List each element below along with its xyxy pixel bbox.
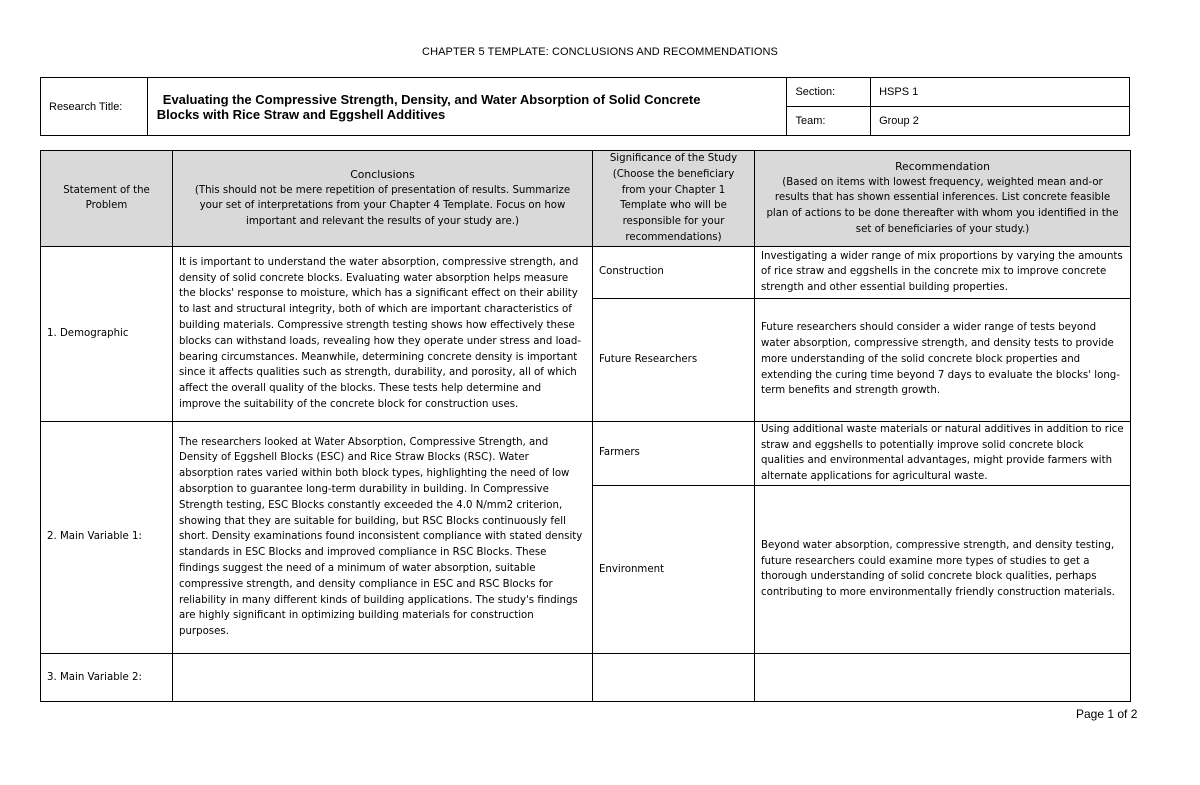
- page-number: Page 1 of 2: [1076, 707, 1138, 721]
- significance-cell: Construction: [593, 246, 755, 298]
- table-row: [41, 246, 1131, 298]
- significance-cell: Environment: [593, 485, 755, 653]
- research-title-label: Research Title:: [41, 78, 148, 136]
- table-row: [41, 653, 1131, 701]
- header-conclusions: [173, 151, 593, 247]
- research-title: [147, 78, 787, 136]
- header-conclusions-note: (This should not be mere repetition of presentation of results. Summarize your set of interpretations from your Chapter 4 Template. Focus on how important and relevant the results of your study are.): [194, 184, 571, 228]
- conclusion-cell: It is important to understand the water absorption, compressive strength, and density of solid concrete blocks. Evaluating water absorption helps measure the blocks' response to moisture, which has a significant effect on their ability to last and structural integrity, both of which are important characteristics of building materials. Compressive strength testing shows how effectively these blocks can withstand loads, revealing how they operate under stress and load-bearing circumstances. Meanwhile, determining concrete density is important since it affects qualities such as strength, durability, and porosity, all of which affect the overall quality of the blocks. These tests help determine and improve the suitability of the concrete block for construction uses.: [173, 246, 593, 421]
- conclusion-cell: The researchers looked at Water Absorption, Compressive Strength, and Density of Eggshell Blocks (ESC) and Rice Straw Blocks (RSC). Water absorption rates varied within both block types, highlighting the need of low absorption to guarantee long-term durability in building. In Compressive Strength testing, ESC Blocks constantly exceeded the 4.0 N/mm2 criterion, showing that they are suitable for building, but RSC Blocks continuously fell short. Density examinations found inconsistent compliance with stated density standards in ESC Blocks and improved compliance in RSC Blocks. These findings suggest the need of a minimum of water absorption, suitable compressive strength, and density compliance in ESC and RSC Blocks for reliability in many different kinds of building applications. The study's findings are highly significant in optimizing building materials for construction purposes.: [173, 421, 593, 653]
- recommendation-cell: Using additional waste materials or natural additives in addition to rice straw and eggshells to potentially improve solid concrete block qualities and environmental advantages, might provide farmers with alternate applications for agricultural waste.: [755, 421, 1131, 485]
- significance-cell: [593, 653, 755, 701]
- page-title: CHAPTER 5 TEMPLATE: CONCLUSIONS AND RECOMMENDATIONS: [422, 46, 778, 58]
- header-significance: [593, 151, 755, 247]
- research-title-line-1: Evaluating the Compressive Strength, Density, and Water Absorption of Solid Concrete: [162, 91, 701, 107]
- team-label: Team:: [787, 107, 871, 136]
- section-label: Section:: [787, 78, 871, 107]
- section-value: HSPS 1: [871, 78, 1130, 107]
- recommendation-cell: Beyond water absorption, compressive strength, and density testing, future researchers could examine more types of studies to get a thorough understanding of solid concrete block qualities, perhaps contributing to more environmentally friendly construction materials.: [755, 485, 1131, 653]
- significance-cell: Future Researchers: [593, 298, 755, 421]
- conclusion-cell: [173, 653, 593, 701]
- header-significance-text: Significance of the Study (Choose the beneficiary from your Chapter 1 Template who will be responsible for your recommendations): [609, 153, 738, 243]
- team-value: Group 2: [871, 107, 1130, 136]
- conclusions-table: [40, 150, 1131, 702]
- significance-cell: Farmers: [593, 421, 755, 485]
- problem-cell: 1. Demographic: [41, 246, 173, 421]
- header-conclusions-title: Conclusions: [350, 167, 415, 181]
- table-header-row: [41, 151, 1131, 247]
- research-title-line-2: Blocks with Rice Straw and Eggshell Additives: [156, 106, 446, 122]
- research-header-table: [40, 77, 1130, 136]
- problem-cell: 3. Main Variable 2:: [41, 653, 173, 701]
- recommendation-cell: [755, 653, 1131, 701]
- table-row: [41, 421, 1131, 485]
- problem-cell: 2. Main Variable 1:: [41, 421, 173, 653]
- header-problem: [41, 151, 173, 247]
- recommendation-cell: Investigating a wider range of mix proportions by varying the amounts of rice straw and eggshells in the concrete mix to improve concrete strength and other essential building properties.: [755, 246, 1131, 298]
- header-recommendation: [755, 151, 1131, 247]
- header-recommendation-title: Recommendation: [895, 159, 990, 173]
- recommendation-cell: Future researchers should consider a wider range of tests beyond water absorption, compressive strength, and density tests to provide more understanding of the solid concrete block properties and extending the curing time beyond 7 days to evaluate the blocks' long-term benefits and strength growth.: [755, 298, 1131, 421]
- header-recommendation-note: (Based on items with lowest frequency, weighted mean and-or results that has shown essential inferences. List concrete feasible plan of actions to be done thereafter with whom you identified in the set of beneficiaries of your study.): [766, 176, 1119, 236]
- header-problem-text: Statement of the Problem: [63, 184, 150, 212]
